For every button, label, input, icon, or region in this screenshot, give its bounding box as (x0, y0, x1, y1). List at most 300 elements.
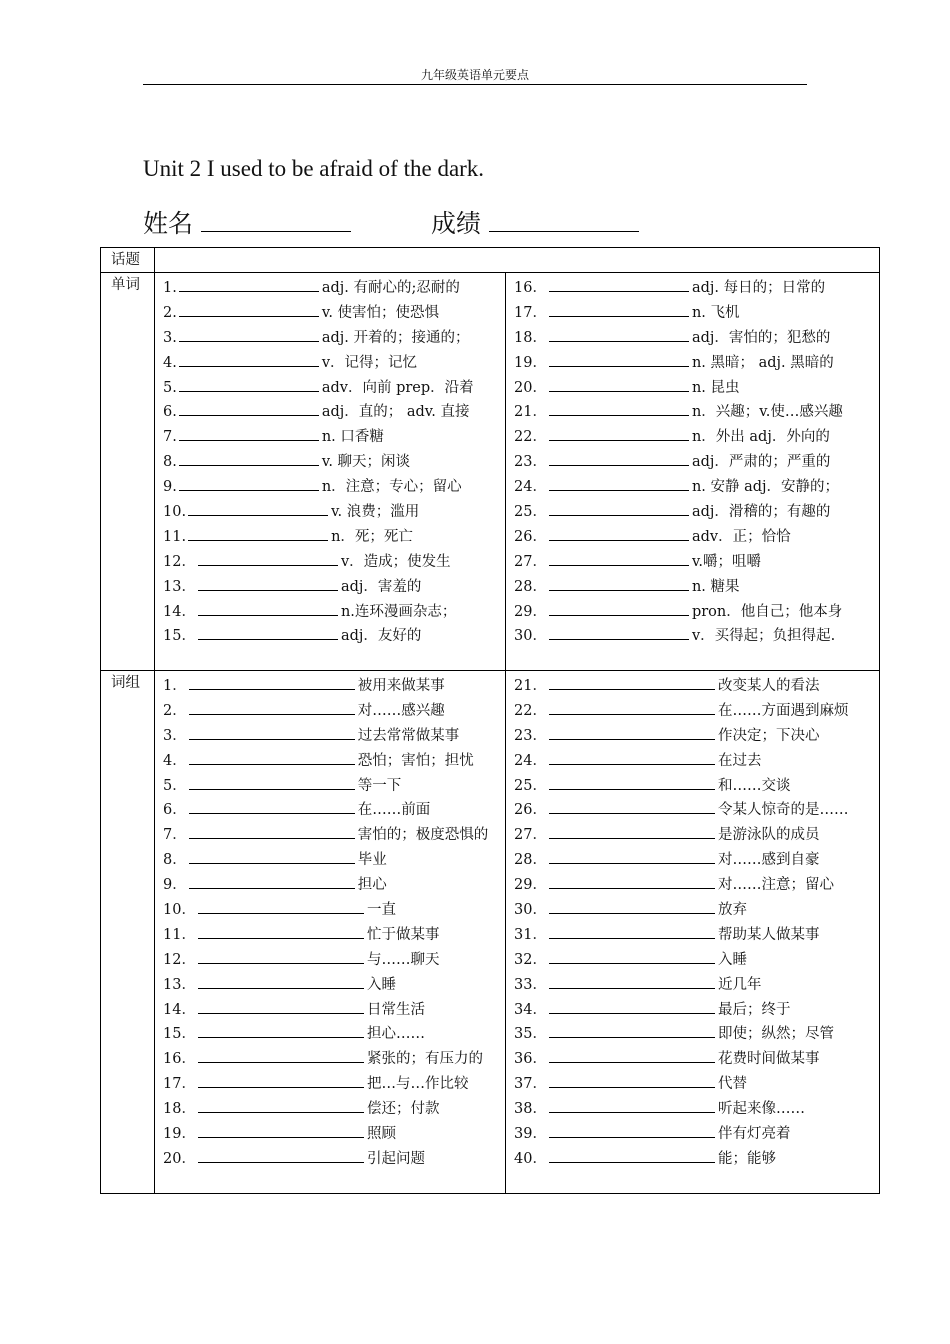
item-number: 38． (514, 1101, 547, 1118)
answer-blank[interactable] (549, 1122, 715, 1138)
word-item (514, 575, 879, 600)
answer-blank[interactable] (198, 550, 338, 566)
word-item (163, 425, 505, 450)
item-number: 14． (163, 603, 196, 620)
item-number: 33． (514, 976, 547, 993)
phrase-item (163, 798, 505, 823)
word-item (163, 276, 505, 301)
item-number: 1． (163, 678, 187, 694)
answer-blank[interactable] (189, 823, 355, 839)
item-meaning: 作决定；下决心 (717, 727, 820, 744)
item-meaning: 代替 (717, 1076, 747, 1093)
answer-blank[interactable] (549, 575, 689, 591)
phrase-item (514, 798, 879, 823)
answer-blank[interactable] (189, 798, 355, 814)
word-item (514, 301, 879, 326)
word-item (514, 600, 879, 625)
answer-blank[interactable] (549, 550, 689, 566)
item-number: 1. (163, 280, 177, 296)
item-meaning: 忙于做某事 (366, 926, 440, 943)
unit-title: Unit 2 I used to be afraid of the dark. (143, 156, 485, 181)
item-meaning: v. 使害怕；使恐惧 (321, 304, 440, 321)
word-item (163, 301, 505, 326)
word-item (514, 500, 879, 525)
answer-blank[interactable] (198, 998, 364, 1014)
item-number: 32． (514, 951, 547, 968)
word-item (163, 450, 505, 475)
item-meaning: 入睡 (717, 951, 747, 968)
item-number: 4． (163, 752, 187, 769)
item-number: 40． (514, 1150, 547, 1167)
phrase-item (163, 948, 505, 973)
item-meaning: 改变某人的看法 (717, 678, 820, 694)
word-item (514, 525, 879, 550)
phrase-item (514, 699, 879, 724)
answer-blank[interactable] (549, 998, 715, 1014)
item-number: 24． (514, 752, 547, 769)
answer-blank[interactable] (179, 301, 319, 317)
item-number: 6． (163, 802, 187, 819)
item-meaning: n. 口香糖 (321, 429, 384, 446)
item-number: 30． (514, 902, 547, 919)
item-number: 8． (163, 852, 187, 869)
item-number: 27． (514, 827, 547, 844)
answer-blank[interactable] (549, 400, 689, 416)
item-meaning: adj．友好的 (340, 628, 422, 645)
item-meaning: 伴有灯亮着 (717, 1126, 791, 1143)
name-label: 姓名 (143, 209, 194, 238)
answer-blank[interactable] (549, 823, 715, 839)
answer-blank[interactable] (198, 948, 364, 964)
answer-blank[interactable] (189, 724, 355, 740)
answer-blank[interactable] (179, 400, 319, 416)
item-meaning: 在……前面 (357, 802, 431, 819)
answer-blank[interactable] (198, 973, 364, 989)
score-label: 成绩 (431, 209, 482, 238)
item-number: 25． (514, 504, 547, 521)
item-meaning: 在过去 (717, 752, 762, 769)
page-header: 九年级英语单元要点 (143, 66, 807, 85)
item-number: 4. (163, 354, 177, 371)
item-meaning: adj. 有耐心的;忍耐的 (321, 280, 460, 296)
answer-blank[interactable] (549, 500, 689, 516)
item-number: 13． (163, 976, 196, 993)
words-label: 单词 (101, 273, 155, 671)
item-meaning: v．记得；记忆 (321, 354, 418, 371)
item-meaning: 令某人惊奇的是…… (717, 802, 849, 819)
item-meaning: 照顾 (366, 1126, 396, 1143)
item-number: 18． (514, 329, 547, 346)
item-number: 28． (514, 852, 547, 869)
vocabulary-table (100, 247, 880, 1194)
item-meaning: adj．滑稽的；有趣的 (691, 504, 831, 521)
answer-blank[interactable] (549, 376, 689, 392)
answer-blank[interactable] (549, 301, 689, 317)
item-meaning: 入睡 (366, 976, 396, 993)
phrase-item (163, 998, 505, 1023)
score-blank[interactable] (489, 230, 639, 232)
name-field (143, 204, 351, 240)
item-number: 15． (163, 1026, 196, 1043)
item-meaning: 帮助某人做某事 (717, 926, 820, 943)
item-number: 22． (514, 429, 547, 446)
item-meaning: pron．他自己；他本身 (691, 603, 843, 620)
item-meaning: 和……交谈 (717, 777, 791, 794)
item-meaning: 毕业 (357, 852, 387, 869)
item-meaning: 等一下 (357, 777, 402, 794)
answer-blank[interactable] (179, 276, 319, 292)
item-meaning: n．注意；专心；留心 (321, 479, 462, 496)
item-number: 24． (514, 479, 547, 496)
answer-blank[interactable] (198, 1047, 364, 1063)
topic-content[interactable] (155, 248, 880, 273)
item-meaning: adj．害怕的；犯愁的 (691, 329, 831, 346)
answer-blank[interactable] (549, 948, 715, 964)
phrases-left-cell (155, 671, 506, 1194)
answer-blank[interactable] (549, 525, 689, 541)
phrase-item (514, 873, 879, 898)
answer-blank[interactable] (549, 600, 689, 616)
item-number: 7． (163, 827, 187, 844)
phrase-item (163, 749, 505, 774)
item-meaning: v.嚼；咀嚼 (691, 553, 762, 570)
item-number: 18． (163, 1101, 196, 1118)
item-meaning: 一直 (366, 902, 396, 919)
words-left-list (155, 273, 505, 649)
item-meaning: adj．害羞的 (340, 578, 422, 595)
answer-blank[interactable] (549, 425, 689, 441)
phrases-label: 词组 (101, 671, 155, 1194)
word-item (514, 550, 879, 575)
topic-row (101, 248, 880, 273)
answer-blank[interactable] (198, 1122, 364, 1138)
phrase-item (514, 898, 879, 923)
word-item (514, 624, 879, 649)
answer-blank[interactable] (549, 973, 715, 989)
words-left-cell (155, 273, 506, 671)
phrase-item (514, 749, 879, 774)
answer-blank[interactable] (549, 1072, 715, 1088)
word-item (514, 425, 879, 450)
phrase-item (514, 1022, 879, 1047)
answer-blank[interactable] (549, 450, 689, 466)
phrase-item (163, 1122, 505, 1147)
item-meaning: 是游泳队的成员 (717, 827, 820, 844)
item-number: 8. (163, 454, 177, 471)
item-number: 15． (163, 628, 196, 645)
item-meaning: 听起来像…… (717, 1101, 805, 1118)
answer-blank[interactable] (549, 923, 715, 939)
answer-blank[interactable] (198, 575, 338, 591)
item-number: 37． (514, 1076, 547, 1093)
item-number: 13． (163, 578, 196, 595)
item-number: 28． (514, 578, 547, 595)
phrase-item (163, 898, 505, 923)
item-number: 2． (163, 702, 187, 719)
item-number: 39． (514, 1126, 547, 1143)
item-number: 16． (163, 1051, 196, 1068)
phrase-item (163, 1022, 505, 1047)
item-meaning: 日常生活 (366, 1001, 425, 1018)
item-meaning: n. 糖果 (691, 578, 740, 595)
phrase-item (514, 1122, 879, 1147)
phrase-item (163, 873, 505, 898)
phrase-item (514, 1072, 879, 1097)
answer-blank[interactable] (198, 1097, 364, 1113)
answer-blank[interactable] (198, 600, 338, 616)
word-item (514, 276, 879, 301)
item-meaning: n．外出 adj．外向的 (691, 429, 830, 446)
item-number: 20． (163, 1150, 196, 1167)
answer-blank[interactable] (549, 276, 689, 292)
item-number: 31． (514, 926, 547, 943)
item-meaning: 过去常常做某事 (357, 727, 460, 744)
item-meaning: v．买得起；负担得起. (691, 628, 836, 645)
item-meaning: n．死；死亡 (331, 528, 413, 545)
answer-blank[interactable] (179, 326, 319, 342)
word-item (163, 475, 505, 500)
item-number: 12． (163, 951, 196, 968)
phrase-item (514, 724, 879, 749)
item-number: 10. (163, 504, 187, 521)
phrase-item (514, 1047, 879, 1072)
word-item (514, 400, 879, 425)
answer-blank[interactable] (549, 1047, 715, 1063)
answer-blank[interactable] (198, 1147, 364, 1163)
item-meaning: n. 安静 adj．安静的； (691, 479, 840, 496)
item-number: 19． (514, 354, 547, 371)
answer-blank[interactable] (188, 525, 328, 541)
item-meaning: 对……感到自豪 (717, 852, 820, 869)
item-meaning: 紧张的；有压力的 (366, 1051, 483, 1068)
item-meaning: 担心 (357, 877, 387, 894)
topic-label: 话题 (101, 248, 155, 273)
item-number: 3． (163, 727, 187, 744)
item-meaning: 对……感兴趣 (357, 702, 445, 719)
phrase-item (514, 823, 879, 848)
phrase-item (514, 923, 879, 948)
answer-blank[interactable] (549, 724, 715, 740)
word-item (514, 351, 879, 376)
item-meaning: adv．向前 prep．沿着 (321, 379, 474, 396)
answer-blank[interactable] (189, 674, 355, 690)
answer-blank[interactable] (189, 749, 355, 765)
answer-blank[interactable] (549, 873, 715, 889)
item-number: 30． (514, 628, 547, 645)
item-meaning: v. 聊天；闲谈 (321, 454, 411, 471)
answer-blank[interactable] (549, 699, 715, 715)
item-meaning: adj．直的； adv. 直接 (321, 404, 470, 421)
phrases-right-cell (506, 671, 880, 1194)
item-meaning: 近几年 (717, 976, 762, 993)
answer-blank[interactable] (549, 1147, 715, 1163)
answer-blank[interactable] (198, 923, 364, 939)
answer-blank[interactable] (179, 376, 319, 392)
answer-blank[interactable] (549, 774, 715, 790)
item-number: 9. (163, 479, 177, 496)
word-item (514, 475, 879, 500)
item-meaning: 担心…… (366, 1026, 425, 1043)
phrase-item (514, 674, 879, 699)
item-number: 21． (514, 678, 547, 694)
answer-blank[interactable] (549, 674, 715, 690)
item-number: 23． (514, 727, 547, 744)
item-number: 2. (163, 304, 177, 321)
answer-blank[interactable] (179, 475, 319, 491)
item-meaning: 恐怕；害怕；担忧 (357, 752, 474, 769)
word-item (514, 376, 879, 401)
answer-blank[interactable] (179, 351, 319, 367)
word-item (514, 450, 879, 475)
phrase-item (163, 724, 505, 749)
words-right-list (506, 273, 879, 649)
word-item (163, 500, 505, 525)
item-number: 17． (514, 304, 547, 321)
answer-blank[interactable] (198, 898, 364, 914)
item-number: 36． (514, 1051, 547, 1068)
item-number: 17． (163, 1076, 196, 1093)
item-meaning: v．造成；使发生 (340, 553, 451, 570)
item-meaning: 引起问题 (366, 1150, 425, 1167)
item-number: 5. (163, 379, 177, 396)
word-item (163, 525, 505, 550)
answer-blank[interactable] (179, 425, 319, 441)
answer-blank[interactable] (189, 699, 355, 715)
item-meaning: 花费时间做某事 (717, 1051, 820, 1068)
item-meaning: adj．严肃的；严重的 (691, 454, 831, 471)
answer-blank[interactable] (549, 749, 715, 765)
phrases-right-list (506, 671, 879, 1172)
item-meaning: adv．正；恰恰 (691, 528, 791, 545)
answer-blank[interactable] (179, 450, 319, 466)
item-number: 29． (514, 603, 547, 620)
phrase-item (514, 774, 879, 799)
answer-blank[interactable] (198, 624, 338, 640)
answer-blank[interactable] (189, 848, 355, 864)
item-meaning: 害怕的；极度恐惧的 (357, 827, 489, 844)
item-number: 11. (163, 528, 187, 545)
phrase-item (163, 823, 505, 848)
item-meaning: v. 浪费；滥用 (331, 504, 420, 521)
item-meaning: 对……注意；留心 (717, 877, 834, 894)
item-meaning: 即使；纵然；尽管 (717, 1026, 834, 1043)
item-number: 34． (514, 1001, 547, 1018)
item-number: 26． (514, 528, 547, 545)
word-item (163, 600, 505, 625)
item-number: 7. (163, 429, 177, 446)
answer-blank[interactable] (549, 848, 715, 864)
answer-blank[interactable] (549, 898, 715, 914)
item-meaning: 最后；终于 (717, 1001, 791, 1018)
word-item (163, 624, 505, 649)
phrase-item (514, 948, 879, 973)
answer-blank[interactable] (549, 624, 689, 640)
item-number: 21． (514, 404, 547, 421)
item-number: 11． (163, 926, 196, 943)
item-meaning: 偿还；付款 (366, 1101, 440, 1118)
item-number: 35． (514, 1026, 547, 1043)
phrase-item (163, 774, 505, 799)
item-meaning: n. 飞机 (691, 304, 740, 321)
word-item (163, 351, 505, 376)
item-number: 29． (514, 877, 547, 894)
item-number: 6. (163, 404, 177, 421)
word-item (163, 400, 505, 425)
phrase-item (514, 973, 879, 998)
phrase-item (163, 973, 505, 998)
item-number: 25． (514, 777, 547, 794)
answer-blank[interactable] (188, 500, 328, 516)
phrase-item (163, 848, 505, 873)
answer-blank[interactable] (198, 1022, 364, 1038)
item-number: 22． (514, 702, 547, 719)
phrase-item (163, 1047, 505, 1072)
phrase-item (163, 923, 505, 948)
phrase-item (163, 1072, 505, 1097)
word-item (514, 326, 879, 351)
item-number: 9． (163, 877, 187, 894)
item-meaning: 放弃 (717, 902, 747, 919)
answer-blank[interactable] (198, 1072, 364, 1088)
name-blank[interactable] (201, 230, 351, 232)
item-meaning: 把…与…作比较 (366, 1076, 469, 1093)
answer-blank[interactable] (549, 1097, 715, 1113)
words-row (101, 273, 880, 671)
answer-blank[interactable] (549, 798, 715, 814)
item-meaning: n．兴趣；v.使…感兴趣 (691, 404, 843, 421)
item-meaning: 在……方面遇到麻烦 (717, 702, 849, 719)
answer-blank[interactable] (189, 774, 355, 790)
answer-blank[interactable] (549, 351, 689, 367)
item-number: 19． (163, 1126, 196, 1143)
phrase-item (514, 1097, 879, 1122)
item-meaning: adj. 每日的；日常的 (691, 280, 826, 296)
item-meaning: n. 黑暗； adj. 黑暗的 (691, 354, 834, 371)
answer-blank[interactable] (549, 475, 689, 491)
phrases-row (101, 671, 880, 1194)
item-meaning: n. 昆虫 (691, 379, 740, 396)
words-right-cell (506, 273, 880, 671)
phrase-item (163, 674, 505, 699)
item-meaning: 被用来做某事 (357, 678, 445, 694)
answer-blank[interactable] (549, 326, 689, 342)
item-number: 27． (514, 553, 547, 570)
phrase-item (163, 699, 505, 724)
word-item (163, 550, 505, 575)
item-meaning: adj. 开着的；接通的； (321, 329, 470, 346)
answer-blank[interactable] (549, 1022, 715, 1038)
item-meaning: n.连环漫画杂志； (340, 603, 457, 620)
item-number: 26． (514, 802, 547, 819)
item-number: 14． (163, 1001, 196, 1018)
item-number: 16． (514, 280, 547, 296)
item-number: 5． (163, 777, 187, 794)
word-item (163, 326, 505, 351)
phrase-item (514, 998, 879, 1023)
word-item (163, 575, 505, 600)
phrases-left-list (155, 671, 505, 1172)
score-field (431, 204, 639, 240)
item-number: 3. (163, 329, 177, 346)
phrase-item (163, 1147, 505, 1172)
phrase-item (163, 1097, 505, 1122)
item-number: 10． (163, 902, 196, 919)
item-number: 20． (514, 379, 547, 396)
answer-blank[interactable] (189, 873, 355, 889)
item-number: 23． (514, 454, 547, 471)
item-meaning: 能；能够 (717, 1150, 776, 1167)
item-number: 12． (163, 553, 196, 570)
